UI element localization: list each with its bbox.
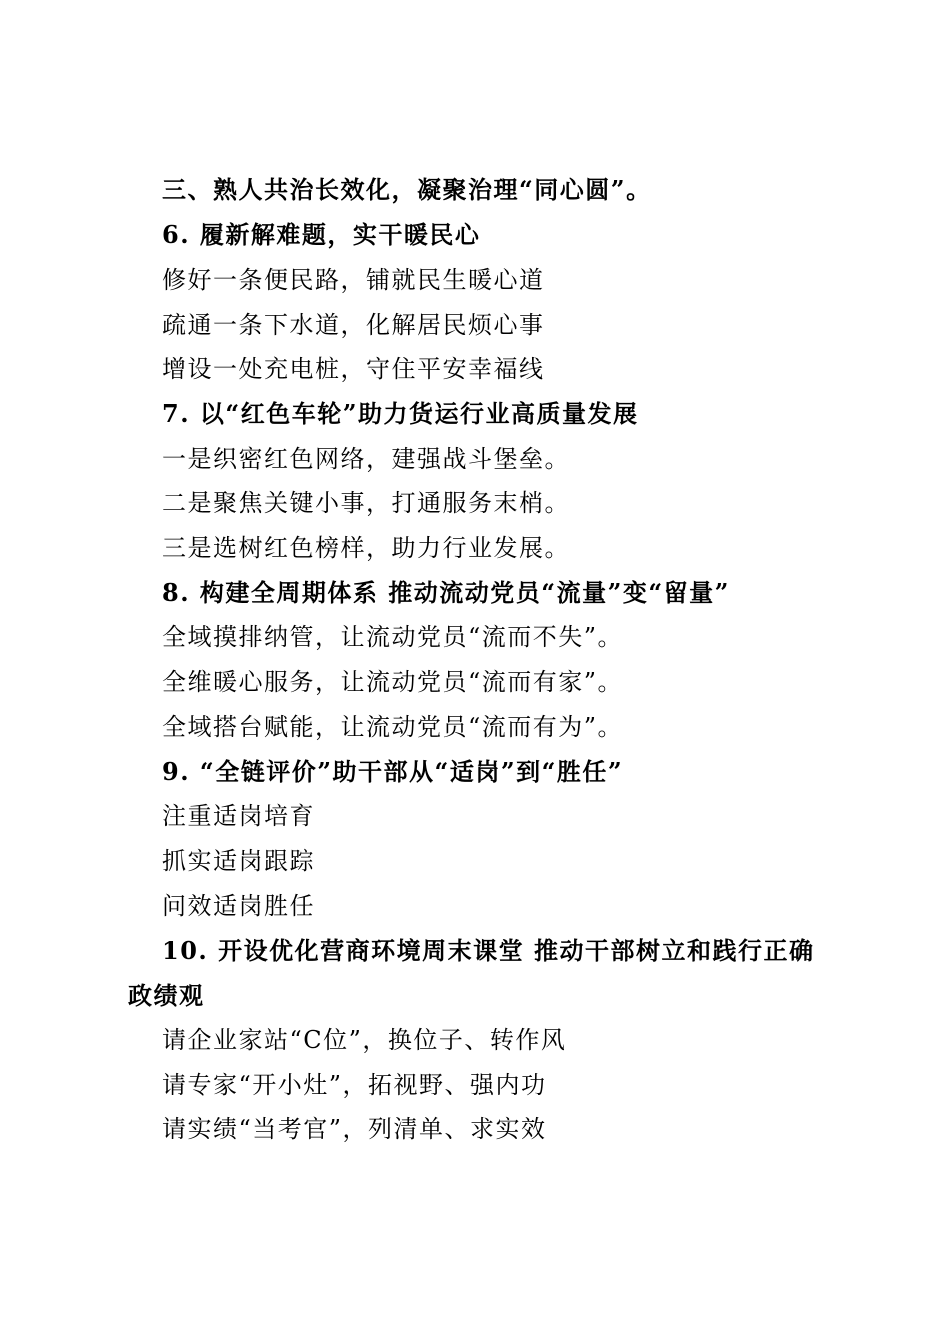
item-9-line-2: 抓实适岗跟踪 [162, 847, 315, 875]
item-8-line-3: 全域搭台赋能，让流动党员“流而有为”。 [162, 713, 624, 741]
item-9-line-1: 注重适岗培育 [162, 802, 315, 830]
item-heading-7: 7. 以“红色车轮”助力货运行业高质量发展 [162, 399, 639, 428]
item-heading-10: 10. 开设优化营商环境周末课堂 推动干部树立和践行正确 [162, 936, 815, 965]
item-7-line-2: 二是聚焦关键小事，打通服务末梢。 [162, 489, 570, 517]
section-heading: 三、熟人共治长效化，凝聚治理“同心圆”。 [162, 175, 652, 204]
item-7-line-1: 一是织密红色网络，建强战斗堡垒。 [162, 445, 570, 473]
item-8-line-2: 全维暖心服务，让流动党员“流而有家”。 [162, 668, 624, 696]
item-8-line-1: 全域摸排纳管，让流动党员“流而不失”。 [162, 623, 624, 651]
item-heading-10-continuation: 政绩观 [128, 981, 205, 1010]
item-10-line-2: 请专家“开小灶”，拓视野、强内功 [162, 1071, 547, 1099]
item-heading-6: 6. 履新解难题，实干暖民心 [162, 220, 481, 249]
item-7-line-3: 三是选树红色榜样，助力行业发展。 [162, 534, 570, 562]
item-6-line-2: 疏通一条下水道，化解居民烦心事 [162, 311, 545, 339]
item-6-line-1: 修好一条便民路，铺就民生暖心道 [162, 266, 545, 294]
item-9-line-3: 问效适岗胜任 [162, 892, 315, 920]
item-10-line-1: 请企业家站“C位”，换位子、转作风 [162, 1026, 567, 1054]
item-heading-8: 8. 构建全周期体系 推动流动党员“流量”变“留量” [162, 578, 730, 607]
item-10-line-3: 请实绩“当考官”，列清单、求实效 [162, 1115, 547, 1143]
item-6-line-3: 增设一处充电桩，守住平安幸福线 [162, 355, 545, 383]
item-heading-9: 9. “全链评价”助干部从“适岗”到“胜任” [162, 757, 624, 786]
